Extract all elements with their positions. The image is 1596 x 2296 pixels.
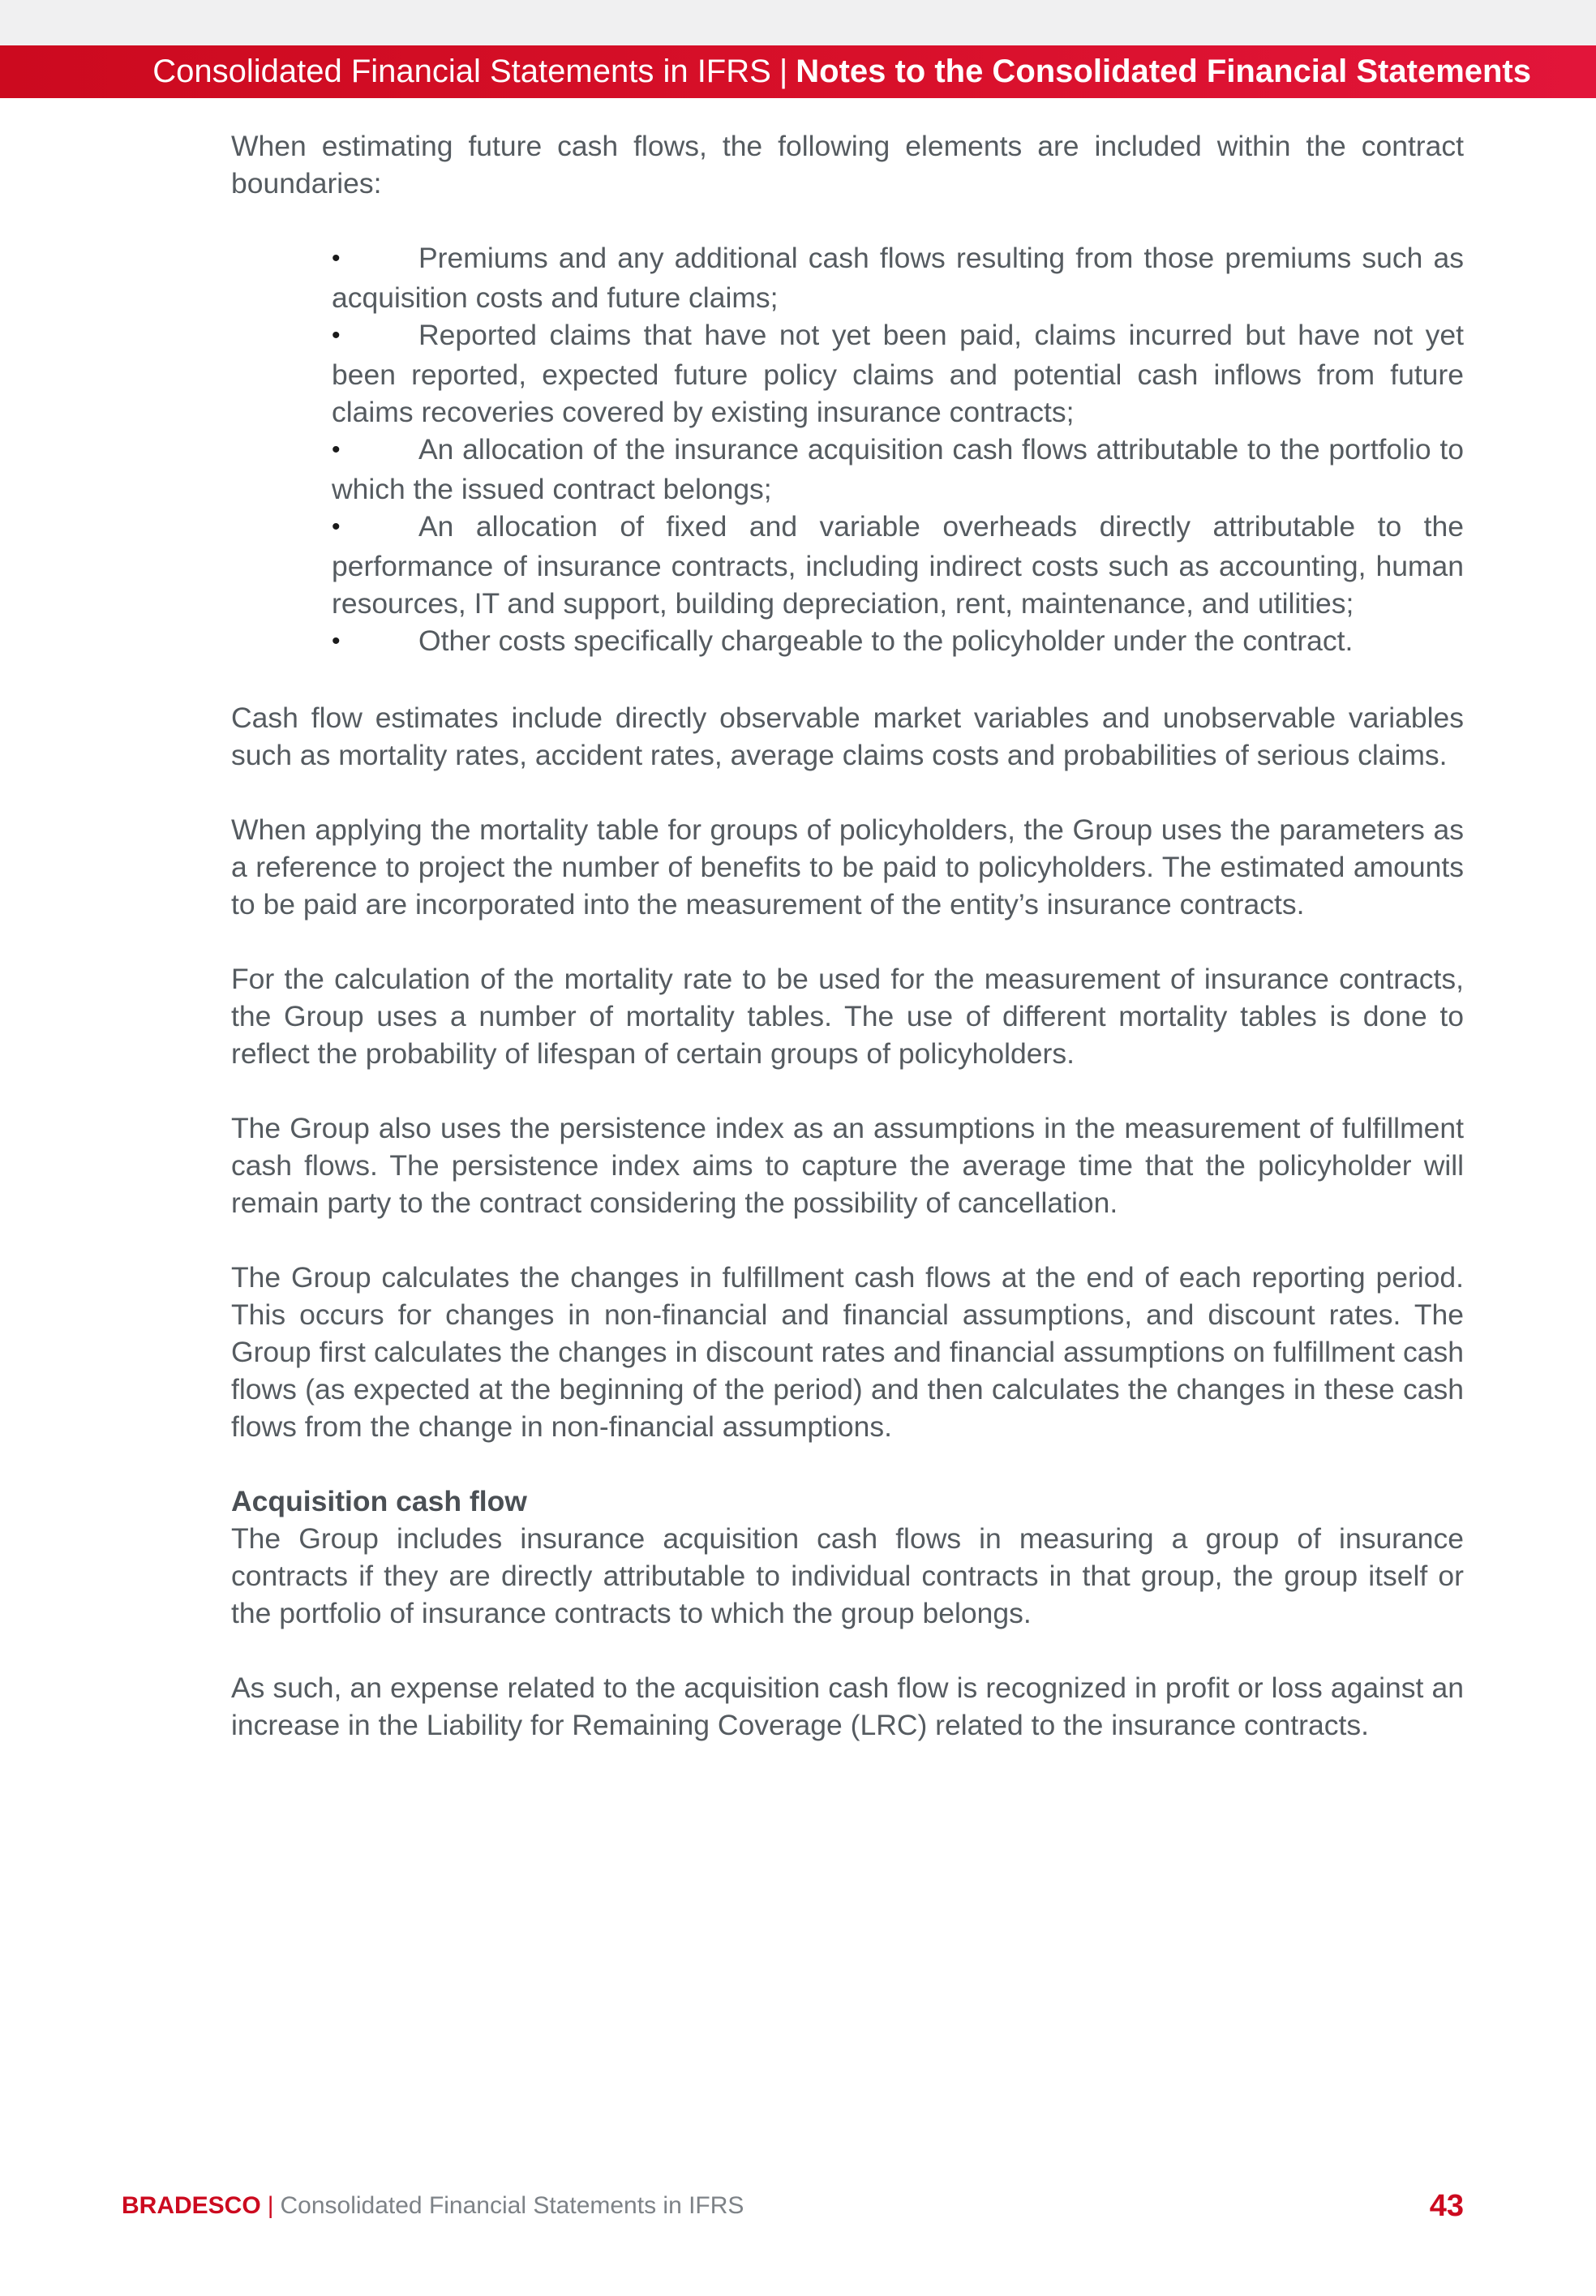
list-item [332, 508, 1464, 622]
section-paragraph: The Group includes insurance acquisition cash flows in measuring a group of insurance contracts if they are directly attributable to individual contracts in that group, the group itself or the portfolio of insurance contracts to which the group belongs. [231, 1522, 1464, 1629]
list-item [332, 431, 1464, 508]
page-number: 43 [1429, 2188, 1464, 2223]
top-margin [0, 0, 1596, 45]
footer-document-title: Consolidated Financial Statements in IFRS [280, 2192, 744, 2219]
footer-left [122, 2192, 744, 2220]
section-heading: Acquisition cash flow [231, 1485, 527, 1517]
bullet-text: Other costs specifically chargeable to the policyholder under the contract. [418, 624, 1354, 657]
bullet-icon: • [332, 628, 341, 654]
bullet-text: An allocation of the insurance acquisition cash flows attributable to the portfolio to which the issued contract belongs; [332, 433, 1464, 505]
page-content [231, 127, 1464, 1781]
bullet-text: Premiums and any additional cash flows resulting from those premiums such as acquisition costs and future claims; [332, 242, 1464, 314]
body-paragraph: When applying the mortality table for groups of policyholders, the Group uses the parameters as a reference to project the number of benefits to be paid to policyholders. The estimated amounts to be paid are incorporated into the measurement of the entity’s insurance contracts. [231, 813, 1464, 921]
body-paragraph: Cash flow estimates include directly observable market variables and unobservable variables such as mortality rates, accident rates, average claims costs and probabilities of serious claims. [231, 702, 1464, 771]
bullet-icon: • [332, 322, 341, 349]
body-paragraph: The Group also uses the persistence index as an assumptions in the measurement of fulfillment cash flows. The persistence index aims to capture the average time that the policyholder will remain party to the contract considering the possibility of cancellation. [231, 1112, 1464, 1219]
list-item [332, 316, 1464, 431]
list-item [332, 239, 1464, 316]
intro-paragraph: When estimating future cash flows, the following elements are included within the contract boundaries: [231, 130, 1464, 200]
bullet-list [231, 239, 1464, 662]
body-paragraph: For the calculation of the mortality rate to be used for the measurement of insurance contracts, the Group uses a number of mortality tables. The use of different mortality tables is done to reflect the probability of lifespan of certain groups of policyholders. [231, 963, 1464, 1070]
bullet-icon: • [332, 513, 341, 540]
header-separator: | [779, 54, 788, 89]
page-footer [122, 2186, 1464, 2226]
body-paragraph: The Group calculates the changes in fulfillment cash flows at the end of each reporting period. This occurs for changes in non-financial and financial assumptions, and discount rates. The Group first calculates the changes in discount rates and financial assumptions on fulfillment cash flows (as expected at the beginning of the period) and then calculates the changes in these cash flows from the change in non-financial assumptions. [231, 1261, 1464, 1443]
section-paragraph: As such, an expense related to the acquisition cash flow is recognized in profit or loss against an increase in the Liability for Remaining Coverage (LRC) related to the insurance contracts. [231, 1672, 1464, 1741]
header-section-title: Notes to the Consolidated Financial Statements [796, 54, 1531, 89]
bullet-icon: • [332, 245, 341, 272]
bullet-icon: • [332, 436, 341, 463]
page-header [0, 45, 1596, 98]
list-item [332, 622, 1464, 662]
bullet-text: An allocation of fixed and variable overheads directly attributable to the performance of insurance contracts, including indirect costs such as accounting, human resources, IT and support, building depreciation, rent, maintenance, and utilities; [332, 510, 1464, 620]
brand-name: BRADESCO [122, 2192, 261, 2219]
footer-separator: | [267, 2192, 274, 2219]
header-title: Consolidated Financial Statements in IFRS [152, 54, 771, 89]
bullet-text: Reported claims that have not yet been paid, claims incurred but have not yet been reported, expected future policy claims and potential cash inflows from future claims recoveries covered by existing insurance contracts; [332, 319, 1464, 428]
